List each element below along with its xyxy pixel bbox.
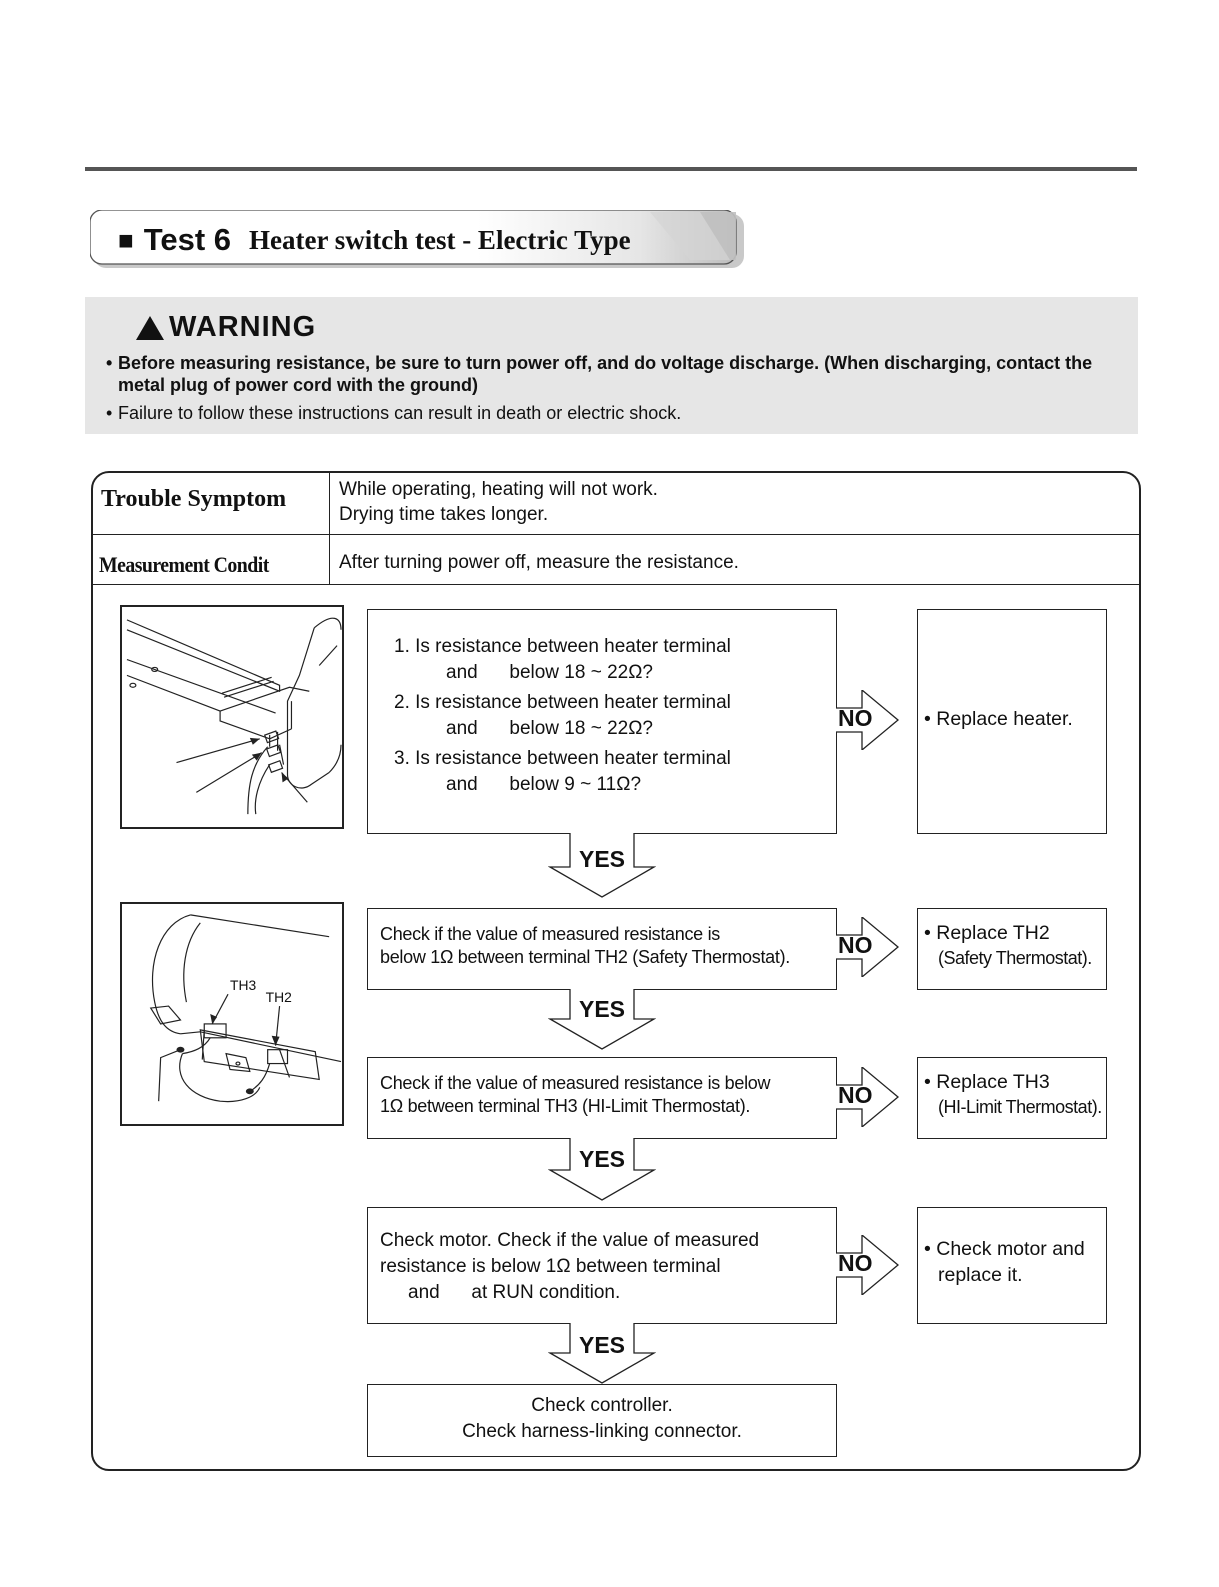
step-3-line-1: Check if the value of measured resistance is below: [380, 1073, 771, 1093]
step-2-line-1: Check if the value of measured resistance is: [380, 924, 720, 944]
step-4-line-2: resistance is below 1Ω between terminal: [380, 1256, 721, 1277]
title-square-icon: ■: [118, 224, 134, 255]
yes-label-3: YES: [578, 1146, 626, 1172]
test-number: Test 6: [143, 222, 232, 257]
bullet-icon: •: [924, 708, 931, 730]
step-1-q3a: 3. Is resistance between heater terminal: [394, 748, 731, 769]
result-3-text: Replace TH3: [936, 1071, 1050, 1093]
step-4-line-1: Check motor. Check if the value of measured: [380, 1230, 760, 1251]
warning-triangle-icon: [135, 315, 165, 341]
result-4-text-1: Check motor and: [936, 1238, 1085, 1260]
warning-text-1: Before measuring resistance, be sure to turn power off, and do voltage discharge. (When discharging, contact the metal plug of power cord with the ground): [118, 353, 1093, 395]
top-rule: [85, 167, 1137, 171]
symptom-line-2: Drying time takes longer.: [339, 504, 549, 525]
bullet-icon: •: [924, 922, 931, 944]
no-label-1: NO: [838, 705, 873, 731]
warning-line-1: [106, 352, 1106, 396]
th2-label: TH2: [265, 989, 292, 1006]
step-1-q2b: and below 18 ~ 22Ω?: [446, 718, 653, 739]
result-2-subtext: (Safety Thermostat).: [938, 948, 1092, 968]
result-3-subtext: (HI-Limit Thermostat).: [938, 1097, 1102, 1117]
no-label-4: NO: [838, 1250, 873, 1276]
table-column-divider: [329, 472, 330, 585]
condition-text: After turning power off, measure the resistance.: [339, 552, 739, 573]
step-1-q3b: and below 9 ~ 11Ω?: [446, 774, 642, 795]
bullet-icon: •: [924, 1238, 931, 1260]
result-4: [924, 1237, 1085, 1262]
result-2: [924, 921, 1050, 946]
bullet-icon: •: [106, 403, 113, 423]
bullet-icon: •: [924, 1071, 931, 1093]
final-line-2: Check harness-linking connector.: [462, 1421, 742, 1442]
trouble-symptom-label: Trouble Symptom: [101, 486, 287, 512]
result-4-text-2: replace it.: [938, 1264, 1023, 1286]
th3-label: TH3: [230, 977, 257, 994]
step-1-q2a: 2. Is resistance between heater terminal: [394, 692, 731, 713]
yes-label-1: YES: [578, 846, 626, 872]
test-description: Heater switch test - Electric Type: [249, 224, 631, 255]
step-1-q1b: and below 18 ~ 22Ω?: [446, 662, 653, 683]
final-line-1: Check controller.: [531, 1395, 673, 1416]
warning-title: WARNING: [169, 311, 317, 343]
step-4-line-3: and at RUN condition.: [408, 1282, 621, 1303]
warning-line-2: [106, 402, 1106, 424]
warning-heading: [135, 311, 316, 344]
bullet-icon: •: [106, 353, 113, 373]
warning-text-2: Failure to follow these instructions can result in death or electric shock.: [118, 403, 682, 423]
symptom-line-1: While operating, heating will not work.: [339, 479, 658, 500]
measurement-condition-label: Measurement Condit: [99, 552, 269, 577]
no-label-3: NO: [838, 1082, 873, 1108]
heater-terminal-figure: [120, 605, 344, 829]
result-3: [924, 1070, 1050, 1095]
yes-label-2: YES: [578, 996, 626, 1022]
thermostat-figure: [120, 902, 344, 1126]
step-1-q1a: 1. Is resistance between heater terminal: [394, 636, 731, 657]
result-1-text: Replace heater.: [936, 708, 1073, 730]
step-3-line-2: 1Ω between terminal TH3 (HI-Limit Thermostat).: [380, 1096, 751, 1116]
table-divider: [92, 584, 1140, 585]
step-2-line-2: below 1Ω between terminal TH2 (Safety Thermostat).: [380, 947, 790, 967]
result-1: [924, 707, 1073, 732]
table-divider: [92, 534, 1140, 535]
yes-label-4: YES: [578, 1332, 626, 1358]
page-title: [118, 218, 631, 262]
no-label-2: NO: [838, 932, 873, 958]
result-2-text: Replace TH2: [936, 922, 1050, 944]
